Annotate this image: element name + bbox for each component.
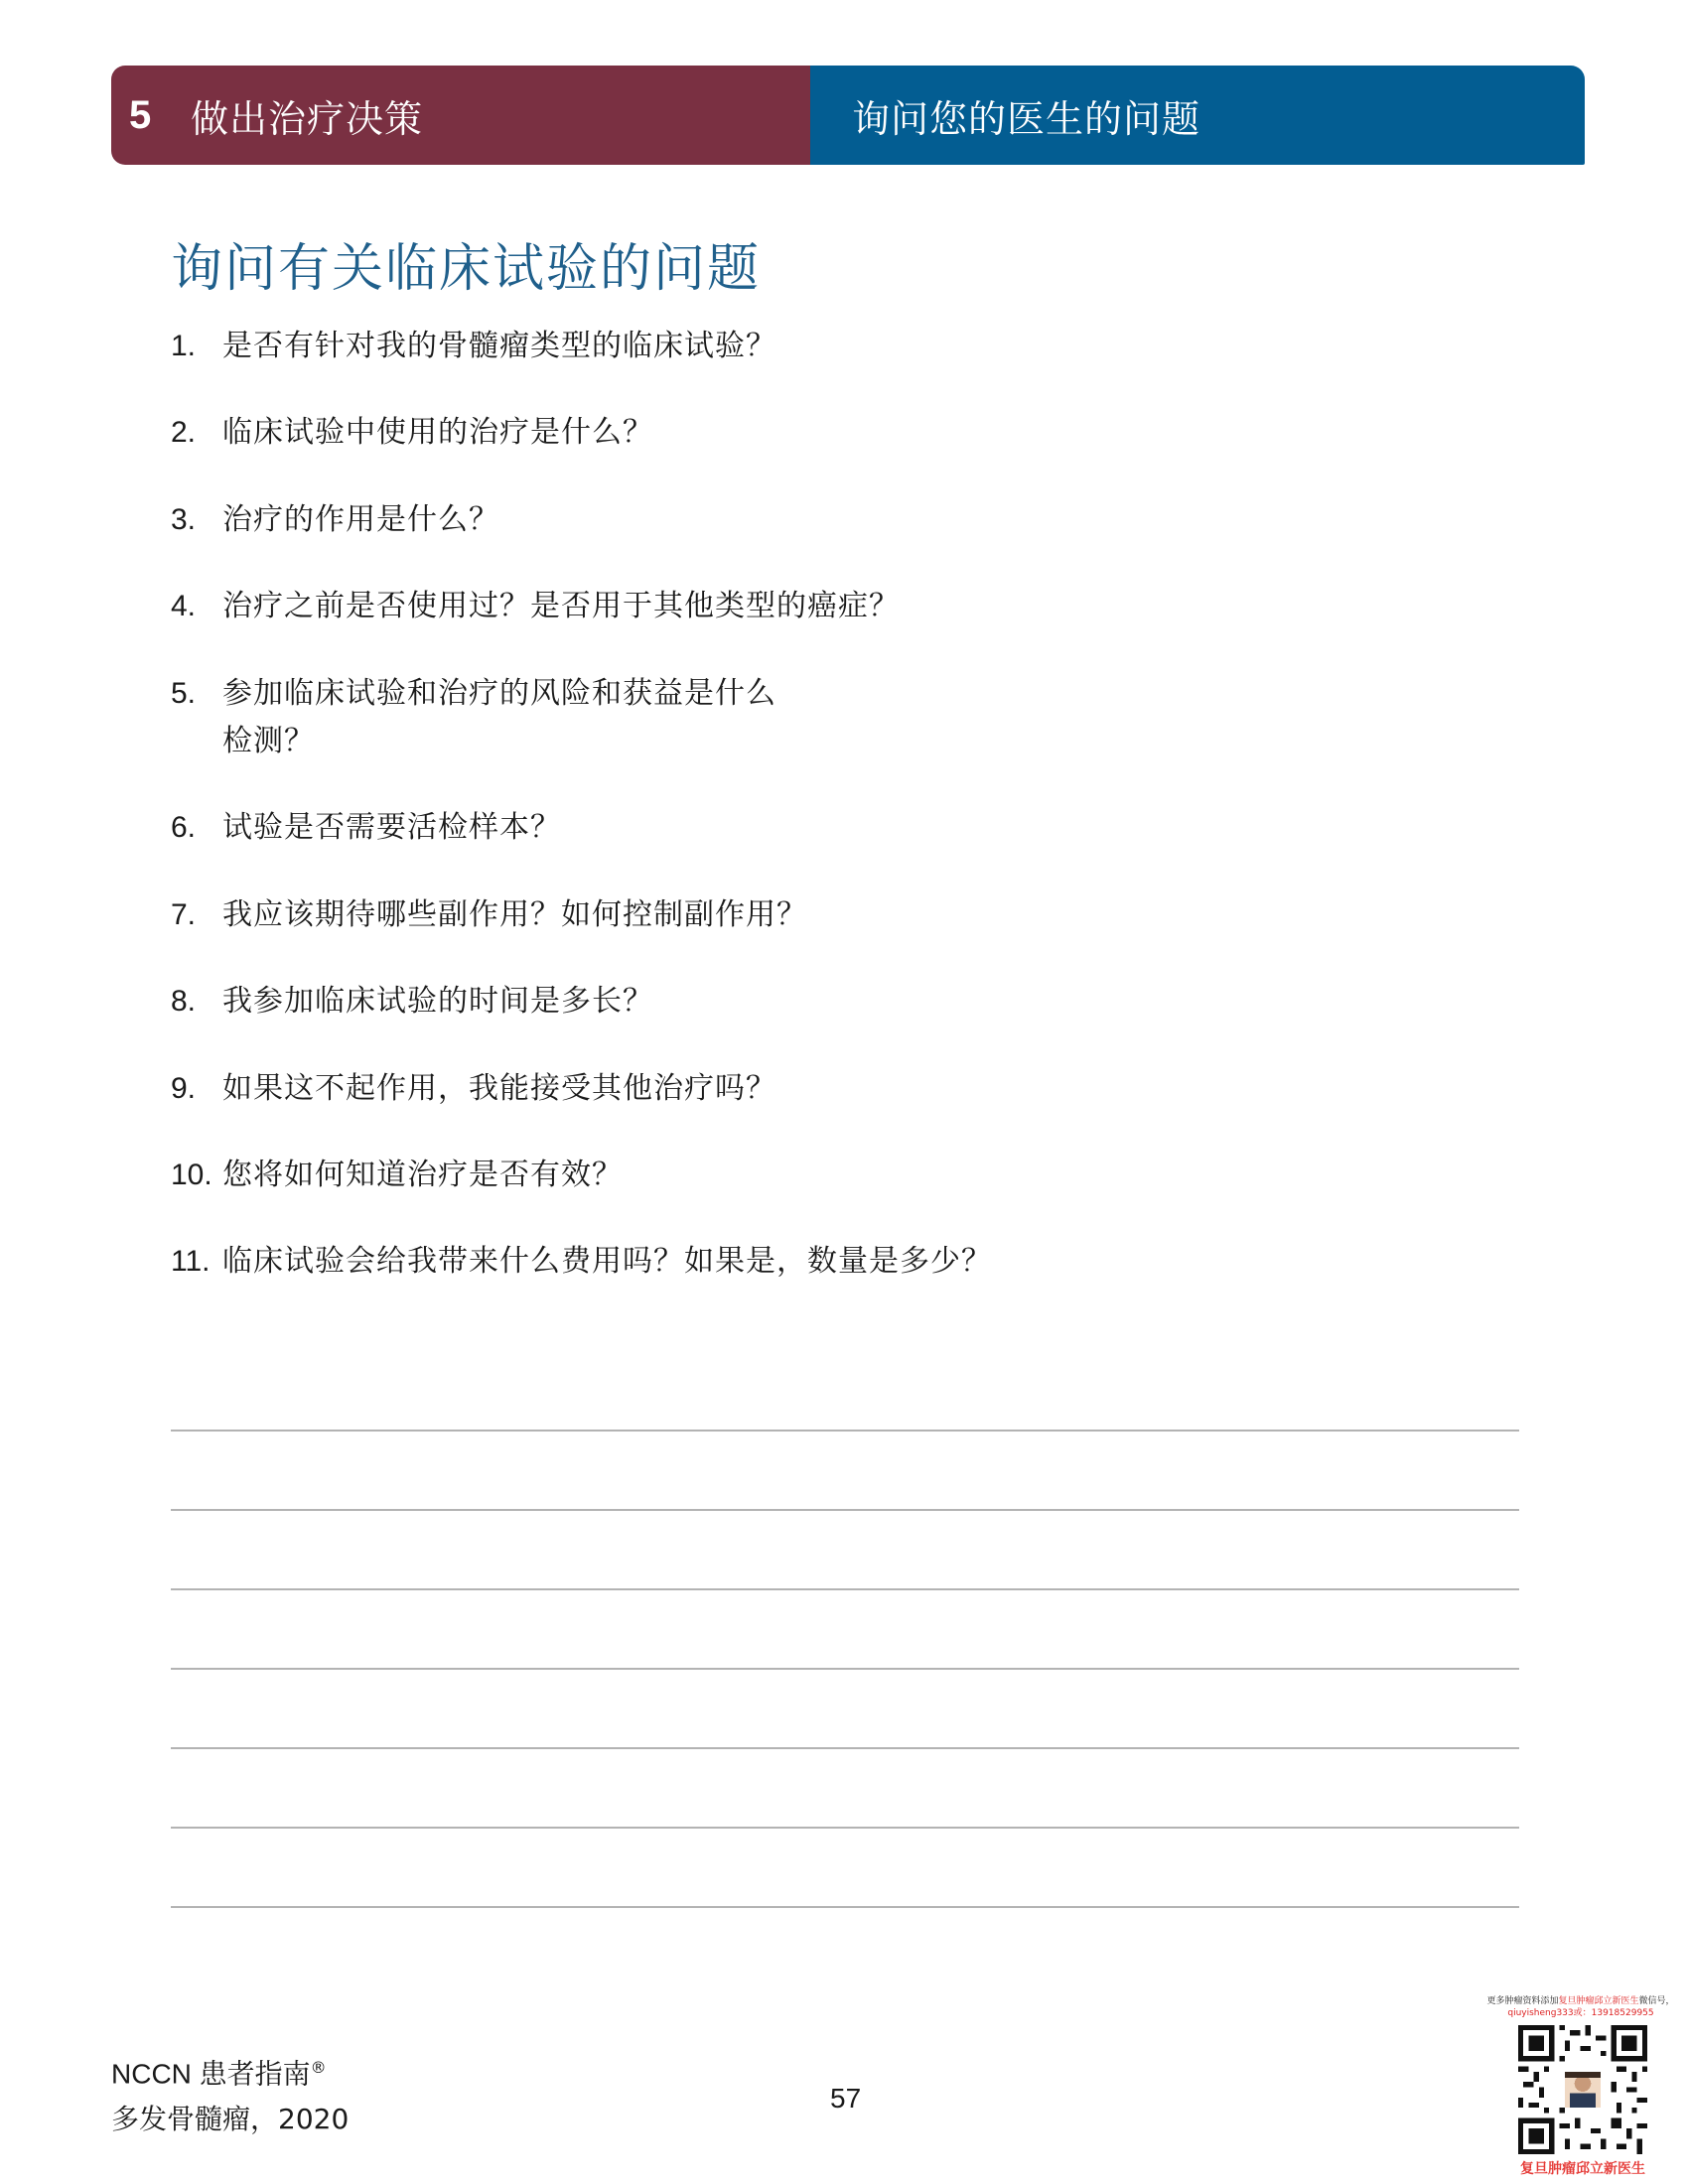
question-number: 10. xyxy=(171,1159,212,1191)
question-item xyxy=(171,409,653,457)
chapter-number: 5 xyxy=(129,92,152,137)
page-title: 询问有关临床试验的问题 xyxy=(171,239,762,299)
question-item xyxy=(171,496,499,544)
question-number: 2. xyxy=(171,416,197,449)
chapter-header-left xyxy=(111,66,810,165)
question-text: 我应该期待哪些副作用？如何控制副作用？ xyxy=(222,897,807,932)
question-text: 我参加临床试验的时间是多长？ xyxy=(222,984,653,1019)
question-number: 6. xyxy=(171,811,197,844)
question-text: 如果这不起作用，我能接受其他治疗吗？ xyxy=(222,1071,776,1106)
writing-line xyxy=(171,1509,1519,1511)
footer xyxy=(111,2045,349,2142)
question-text: 是否有针对我的骨髓瘤类型的临床试验？ xyxy=(222,329,776,363)
stamp-note-suffix: 微信号， xyxy=(1638,1996,1675,2006)
question-text: 治疗的作用是什么？ xyxy=(222,502,499,537)
stamp-note-line2: qiuyisheng333或：13918529955 xyxy=(1507,2008,1654,2018)
stamp-caption: 复旦肿瘤邱立新医生 xyxy=(1520,2161,1645,2177)
chapter-header xyxy=(111,66,1585,165)
question-item xyxy=(171,978,653,1025)
question-item xyxy=(171,323,776,370)
writing-line xyxy=(171,1430,1519,1432)
question-text: 您将如何知道治疗是否有效？ xyxy=(222,1158,623,1192)
footer-brand: NCCN 患者指南 xyxy=(111,2058,311,2090)
question-number: 8. xyxy=(171,985,197,1018)
question-item xyxy=(171,891,807,939)
stamp-note xyxy=(1479,1995,1682,2007)
question-item xyxy=(171,1238,992,1286)
question-number: 11. xyxy=(171,1245,211,1278)
stamp-note-highlight: 复旦肿瘤邱立新医生 xyxy=(1558,1996,1639,2006)
section-header-title: 询问您的医生的问题 xyxy=(852,96,1201,141)
section-header xyxy=(810,66,1585,165)
qr-code-icon xyxy=(1518,2025,1647,2154)
page-number: 57 xyxy=(830,2083,862,2114)
writing-line xyxy=(171,1747,1519,1749)
question-number: 7. xyxy=(171,898,197,931)
question-item xyxy=(171,1152,623,1199)
chapter-title: 做出治疗决策 xyxy=(191,96,424,141)
footer-brand-line xyxy=(111,2045,349,2097)
stamp-note-prefix: 更多肿瘤资料添加 xyxy=(1486,1996,1559,2006)
question-number: 9. xyxy=(171,1072,197,1105)
question-number: 3. xyxy=(171,503,197,536)
question-item xyxy=(171,583,900,630)
writing-line xyxy=(171,1668,1519,1670)
question-text xyxy=(222,670,776,765)
writing-line xyxy=(171,1588,1519,1590)
question-item xyxy=(171,1065,776,1113)
question-text-line: 参加临床试验和治疗的风险和获益是什么 xyxy=(222,676,776,711)
writing-line xyxy=(171,1827,1519,1829)
question-text: 治疗之前是否使用过？是否用于其他类型的癌症？ xyxy=(222,589,900,623)
question-number: 5. xyxy=(171,677,197,710)
question-item xyxy=(171,804,561,852)
question-number: 4. xyxy=(171,590,197,622)
writing-line xyxy=(171,1906,1519,1908)
question-number: 1. xyxy=(171,330,197,362)
question-text-line: 检测？ xyxy=(222,724,315,758)
question-text: 临床试验中使用的治疗是什么？ xyxy=(222,415,653,450)
registered-mark: ® xyxy=(310,2058,327,2077)
contact-stamp xyxy=(1483,1995,1682,2180)
question-item xyxy=(171,670,776,765)
question-text: 试验是否需要活检样本？ xyxy=(222,810,561,845)
footer-subtitle: 多发骨髓瘤，2020 xyxy=(111,2103,350,2136)
question-text: 临床试验会给我带来什么费用吗？如果是，数量是多少？ xyxy=(222,1244,992,1279)
